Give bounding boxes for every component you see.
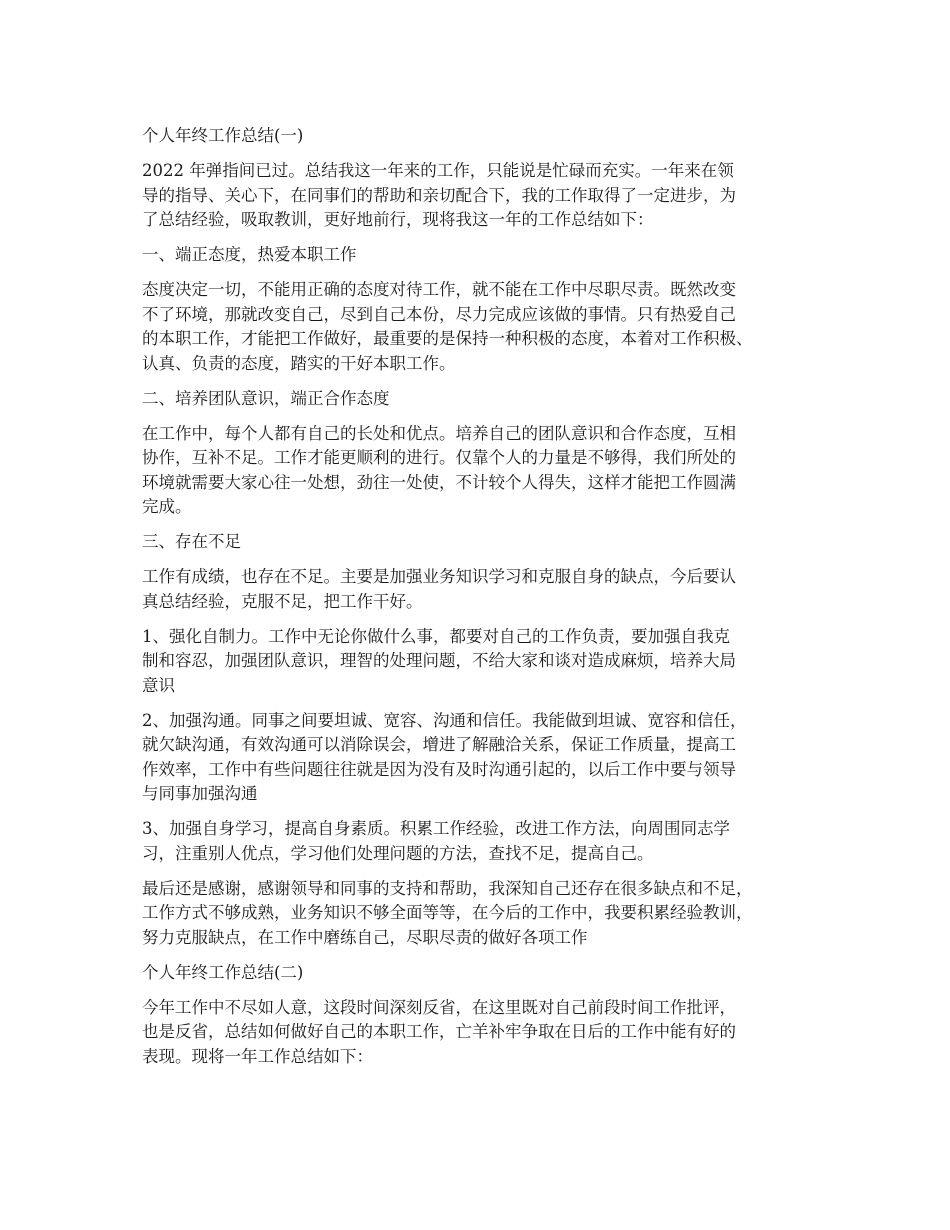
paragraph	[142, 996, 827, 1070]
text-line: 表现。现将一年工作总结如下：	[142, 1046, 373, 1066]
text-line: 环境就需要大家心往一处想，劲往一处使，不计较个人得失，这样才能把工作圆满	[142, 472, 736, 492]
text-line: 3、加强自身学习，提高自身素质。积累工作经验，改进工作方法，向周围同志学	[142, 819, 730, 838]
text-line: 完成。	[142, 497, 192, 516]
section-heading	[142, 387, 827, 412]
paragraph	[142, 159, 827, 233]
text-line: 工作有成绩，也存在不足。主要是加强业务知识学习和克服自身的缺点，今后要认	[142, 567, 736, 586]
text-line: 个人年终工作总结(一)	[142, 126, 304, 145]
text-line: 作效率，工作中有些问题往往就是因为没有及时沟通引起的，以后工作中要与领导	[142, 759, 736, 779]
text-line: 制和容忍，加强团队意识，理智的处理问题，不给大家和谈对造成麻烦，培养大局	[142, 651, 736, 670]
text-line: 习，注重别人优点，学习他们处理问题的方法，查找不足，提高自己。	[142, 843, 654, 863]
text-line: 意识	[142, 675, 175, 695]
paragraph	[142, 625, 827, 699]
text-line: 今年工作中不尽如人意，这段时间深刻反省，在这里既对自己前段时间工作批评，	[142, 997, 736, 1017]
text-line: 认真、负责的态度，踏实的干好本职工作。	[142, 353, 456, 373]
text-line: 的本职工作，才能把工作做好，最重要的是保持一种积极的态度，本着对工作积极、	[142, 329, 753, 348]
text-line: 努力克服缺点，在工作中磨练自己，尽职尽责的做好各项工作	[142, 927, 588, 947]
text-line: 协作，互补不足。工作才能更顺利的进行。仅靠个人的力量是不够得，我们所处的	[142, 448, 736, 467]
text-line: 2、加强沟通。同事之间要坦诚、宽容、沟通和信任。我能做到坦诚、宽容和信任，	[142, 710, 747, 730]
text-line: 真总结经验，克服不足，把工作干好。	[142, 591, 423, 611]
text-line: 二、培养团队意识，端正合作态度	[142, 388, 390, 408]
section-heading	[142, 530, 827, 555]
paragraph	[142, 565, 827, 614]
text-line: 态度决定一切，不能用正确的态度对待工作，就不能在工作中尽职尽责。既然改变	[142, 280, 736, 299]
paragraph	[142, 877, 827, 951]
text-line: 一、端正态度，热爱本职工作	[142, 245, 357, 264]
text-line: 最后还是感谢，感谢领导和同事的支持和帮助，我深知自己还存在很多缺点和不足，	[142, 878, 753, 898]
text-line: 2022 年弹指间已过。总结我这一年来的工作，只能说是忙碌而充实。一年来在领	[142, 161, 734, 180]
text-line: 不了环境，那就改变自己，尽到自己本份，尽力完成应该做的事情。只有热爱自己	[142, 304, 736, 324]
section-heading	[142, 124, 827, 149]
paragraph	[142, 709, 827, 807]
section-heading	[142, 243, 827, 268]
paragraph	[142, 817, 827, 866]
text-line: 了总结经验，吸取教训，更好地前行，现将我这一年的工作总结如下：	[142, 210, 654, 229]
text-line: 三、存在不足	[142, 532, 241, 551]
text-line: 与同事加强沟通	[142, 784, 258, 803]
section-heading	[142, 961, 827, 986]
document-page	[142, 124, 827, 1080]
paragraph	[142, 422, 827, 520]
text-line: 工作方式不够成熟，业务知识不够全面等等，在今后的工作中，我要积累经验教训，	[142, 903, 753, 922]
text-line: 在工作中，每个人都有自己的长处和优点。培养自己的团队意识和合作态度，互相	[142, 423, 736, 443]
text-line: 个人年终工作总结(二)	[142, 962, 304, 982]
text-line: 1、强化自制力。工作中无论你做什么事，都要对自己的工作负责，要加强自我克	[142, 626, 730, 646]
paragraph	[142, 278, 827, 376]
text-line: 导的指导、关心下，在同事们的帮助和亲切配合下，我的工作取得了一定进步，为	[142, 185, 736, 205]
text-line: 就欠缺沟通，有效沟通可以消除误会，增进了解融洽关系，保证工作质量，提高工	[142, 735, 736, 754]
text-line: 也是反省，总结如何做好自己的本职工作，亡羊补牢争取在日后的工作中能有好的	[142, 1022, 736, 1041]
